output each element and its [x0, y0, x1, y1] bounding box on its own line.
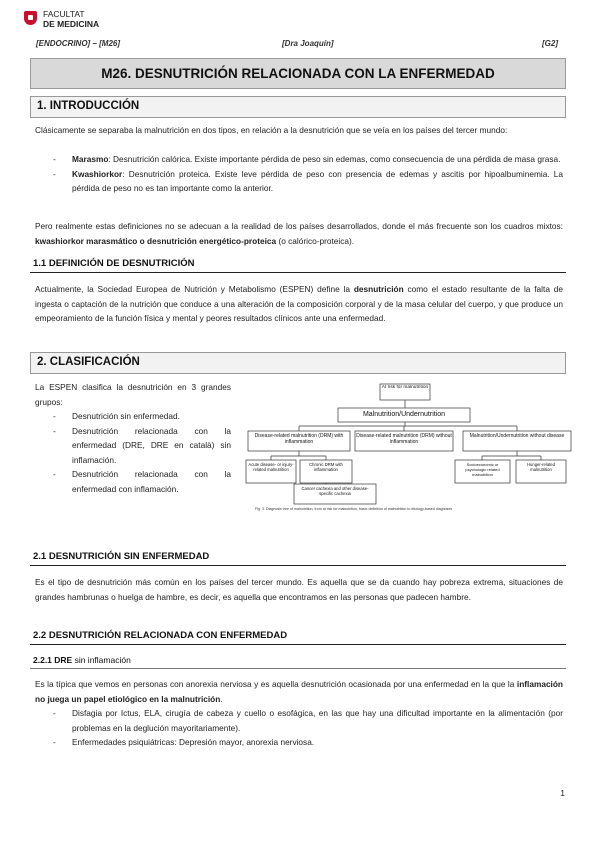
malnutrition-diagnosis-tree	[245, 380, 575, 520]
section-heading-introduccion: 1. INTRODUCCIÓN	[30, 96, 566, 118]
section-heading-relacionada: 2.2 DESNUTRICIÓN RELACIONADA CON ENFERMEDAD	[30, 630, 566, 645]
dre-text-bold: inflamación no juega un papel etiológico en la malnutrición	[35, 679, 563, 704]
mixed-text-bold: kwashiorkor marasmático o desnutrición energético-proteica	[35, 235, 277, 246]
tree-label-drm-no-inflammation: Disease-related malnutrition (DRM) without inflammation	[356, 433, 452, 445]
mixed-text-c: (o calórico-proteica).	[276, 235, 355, 246]
classification-intro: La ESPEN clasifica la desnutrición en 3 grandes grupos:	[35, 382, 231, 407]
dre-causes-list	[35, 706, 563, 750]
tree-label-drm-inflammation: Disease-related malnutrition (DRM) with inflammation	[254, 433, 344, 445]
mixed-cases-paragraph	[35, 219, 563, 248]
document-title: M26. DESNUTRICIÓN RELACIONADA CON LA ENFERMEDAD	[101, 66, 495, 81]
term-kwashiorkor: Kwashiorkor	[72, 168, 123, 179]
desc-kwashiorkor: : Desnutrición proteica. Existe leve pérdida de peso con presencia de edemas y ascitis por hipoalbuminemia. La pérdida de peso no es tan importante como la anterior.	[72, 168, 563, 193]
dre-cause-item: - Disfagia por Ictus, ELA, cirugía de cabeza y cuello o esofágica, en las que hay una dificultad importante en la alimentación (por problemas en la deglución mayoritariamente).	[35, 706, 563, 735]
list-item-marasmo	[35, 152, 563, 167]
section-heading-clasificacion: 2. CLASIFICACIÓN	[30, 352, 566, 374]
tree-label-acute: Acute disease- or injury-related malnutrition	[248, 462, 294, 472]
faculty-logo	[24, 9, 99, 29]
logo-line2: DE MEDICINA	[43, 19, 100, 29]
tree-label-without-disease: Malnutrition/Undernutrition without disease	[469, 433, 565, 439]
header-left: [ENDOCRINO] – [M26]	[36, 39, 121, 48]
classification-item: - Desnutrición relacionada con la enfermedad con inflamación.	[35, 467, 231, 496]
subsection-heading-number: 2.2.1 DRE	[33, 655, 73, 665]
university-shield-icon	[24, 11, 37, 25]
document-title-box	[30, 58, 566, 89]
header-right: [G2]	[542, 39, 558, 48]
definition-paragraph	[35, 282, 563, 326]
subsection-heading-text: sin inflamación	[72, 655, 131, 665]
tree-label-chronic: Chronic DRM with inflammation	[309, 462, 343, 472]
logo-line1: FACULTAT	[43, 9, 85, 19]
tree-label-socioeconomic: Socioeconomic or psychologic related malnutrition	[465, 462, 500, 477]
mixed-text-a: Pero realmente estas definiciones no se adecuan a la realidad de los países desarrollados, donde el más frecuente son los cuadros mixtos:	[35, 221, 563, 231]
dre-cause-item: - Enfermedades psiquiátricas: Depresión mayor, anorexia nerviosa.	[35, 735, 563, 750]
classification-item: - Desnutrición relacionada con la enfermedad (DRE, DRE en català) sin inflamación.	[35, 424, 231, 468]
tree-label-root: At risk for malnutrition	[381, 385, 429, 390]
dre-text-a: Es la típica que vemos en personas con anorexia nerviosa y es aquella desnutrición ocasionada por una enfermedad en la que la	[35, 679, 517, 689]
definition-text-c: como el estado resultante de la falta de ingesta o captación de la nutrición que conduce a una alteración de la composición corporal y de la masa celular del cuerpo, y que produce un empeoramiento de la función física y mental y peores resultados clínicos ante una enfermedad.	[35, 284, 563, 323]
list-item-kwashiorkor	[35, 167, 563, 196]
section-heading-sin-enfermedad: 2.1 DESNUTRICIÓN SIN ENFERMEDAD	[30, 551, 566, 566]
logo-text	[43, 9, 99, 29]
classification-list	[35, 409, 231, 496]
page-number: 1	[560, 788, 565, 798]
intro-paragraph: Clásicamente se separaba la malnutrición en dos tipos, en relación a la desnutrición que se veía en los países del tercer mundo:	[35, 125, 508, 135]
tree-label-level1: Malnutrition/Undernutrition	[362, 411, 446, 418]
dre-paragraph	[35, 677, 563, 706]
dre-text-c: .	[220, 693, 223, 704]
subsection-heading-dre-sin-inflamacion	[30, 655, 566, 669]
tree-label-cachexia: Cancer cachexia and other disease-specific cachexia	[301, 486, 369, 496]
malnutrition-types-list	[35, 152, 563, 196]
diagram-caption: Fig. 3. Diagnosis tree of malnutrition; from at risk for malnutrition, basic definition of malnutrition to etiology-based diagnoses	[255, 507, 453, 511]
definition-text-a: Actualmente, la Sociedad Europea de Nutrición y Metabolismo (ESPEN) define la	[35, 284, 354, 294]
section-heading-definicion: 1.1 DEFINICIÓN DE DESNUTRICIÓN	[30, 258, 566, 273]
header-center: [Dra Joaquín]	[282, 39, 334, 48]
definition-term: desnutrición	[353, 284, 404, 294]
classification-item: - Desnutrición sin enfermedad.	[35, 409, 231, 424]
tree-label-hunger: Hunger-related malnutrition	[527, 462, 555, 472]
desc-marasmo: : Desnutrición calórica. Existe importante pérdida de peso sin edemas, como consecuencia de una pérdida de masa grasa.	[108, 154, 561, 164]
sin-enfermedad-paragraph: Es el tipo de desnutrición más común en los países del tercer mundo. Es aquella que se da cuando hay pobreza extrema, situaciones de grandes hambrunas o huelga de hambre, es decir, es aquella que encontramos en las personas que padecen hambre.	[35, 577, 563, 602]
term-marasmo: Marasmo	[72, 154, 109, 164]
